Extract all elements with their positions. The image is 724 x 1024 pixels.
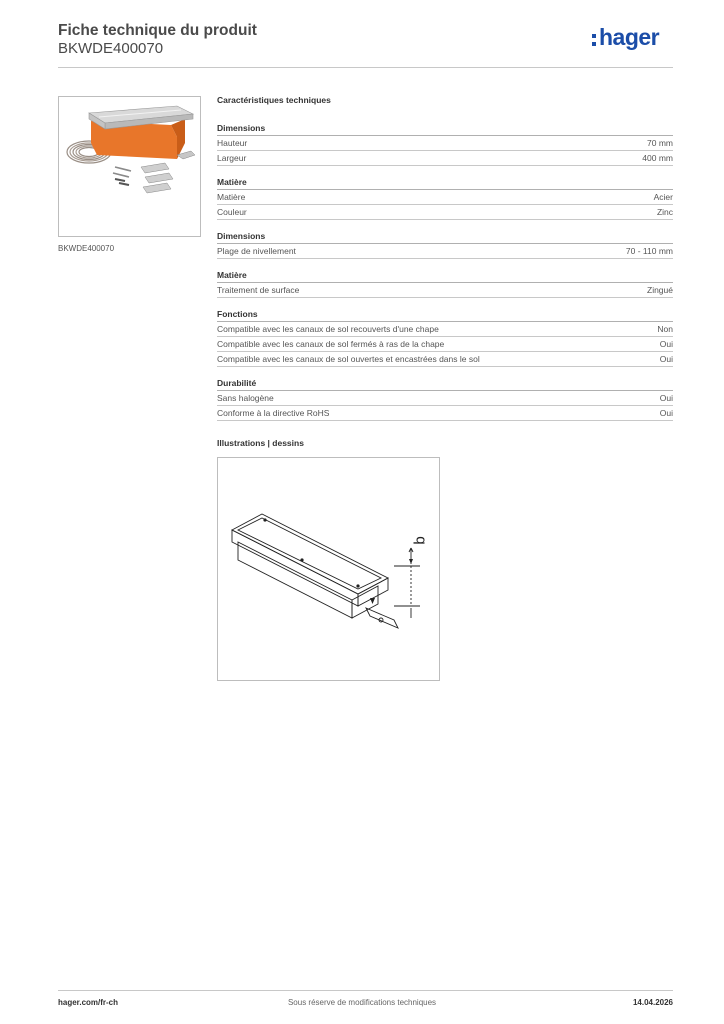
spec-row [217, 136, 673, 151]
logo-dots-icon [592, 34, 596, 50]
spec-row [217, 151, 673, 166]
group-title: Matière [217, 268, 673, 283]
spec-group-material [217, 175, 673, 220]
product-photo [58, 96, 201, 237]
spec-row [217, 322, 673, 337]
spec-value: Zingué [647, 285, 673, 295]
spec-label: Compatible avec les canaux de sol ouvertes et encastrées dans le sol [217, 354, 480, 364]
spec-group-surface [217, 268, 673, 298]
product-code: BKWDE400070 [58, 40, 164, 57]
product-photo-image [59, 97, 200, 236]
spec-row [217, 337, 673, 352]
spec-row [217, 406, 673, 421]
group-title: Durabilité [217, 376, 673, 391]
footer-notice: Sous réserve de modifications techniques [287, 998, 437, 1007]
spec-value: Oui [659, 393, 673, 403]
technical-specs [217, 95, 673, 430]
spec-label: Compatible avec les canaux de sol fermés à ras de la chape [217, 339, 445, 349]
logo-text: hager [599, 24, 660, 50]
spec-row [217, 391, 673, 406]
group-title: Dimensions [217, 229, 673, 244]
spec-label: Compatible avec les canaux de sol recouverts d'une chape [217, 324, 439, 334]
specs-title: Caractéristiques techniques [217, 95, 331, 105]
spec-row [217, 205, 673, 220]
spec-group-sustainability [217, 376, 673, 421]
group-title: Dimensions [217, 121, 673, 136]
spec-row [217, 190, 673, 205]
spec-label: Couleur [217, 207, 247, 217]
technical-drawing-image [218, 458, 439, 680]
spec-group-leveling [217, 229, 673, 259]
page-title: Fiche technique du produit [58, 22, 257, 39]
group-title: Matière [217, 175, 673, 190]
spec-value: Acier [653, 192, 673, 202]
spec-label: Conforme à la directive RoHS [217, 408, 330, 418]
photo-caption: BKWDE400070 [58, 244, 115, 253]
footer-date: 14.04.2026 [632, 998, 673, 1007]
illustrations-title: Illustrations | dessins [217, 438, 304, 448]
spec-value: Non [657, 324, 673, 334]
footer-divider [58, 990, 673, 991]
spec-label: Largeur [217, 153, 247, 163]
spec-label: Sans halogène [217, 393, 274, 403]
spec-group-functions [217, 307, 673, 367]
spec-value: Oui [659, 408, 673, 418]
spec-value: Oui [659, 339, 673, 349]
spec-row [217, 244, 673, 259]
spec-label: Hauteur [217, 138, 248, 148]
spec-row [217, 283, 673, 298]
footer-website-link[interactable]: hager.com/fr-ch [58, 998, 119, 1007]
spec-label: Matière [217, 192, 246, 202]
spec-row [217, 352, 673, 367]
dimension-label-b: b [411, 536, 429, 545]
spec-label: Plage de nivellement [217, 246, 296, 256]
hager-logo[interactable] [592, 24, 660, 55]
header-divider [58, 67, 673, 68]
spec-group-dimensions [217, 121, 673, 166]
group-title: Fonctions [217, 307, 673, 322]
spec-value: Oui [659, 354, 673, 364]
spec-value: 70 mm [647, 138, 673, 148]
technical-drawing [217, 457, 440, 681]
spec-value: 70 - 110 mm [625, 246, 673, 256]
spec-value: 400 mm [642, 153, 673, 163]
spec-label: Traitement de surface [217, 285, 300, 295]
spec-value: Zinc [656, 207, 673, 217]
